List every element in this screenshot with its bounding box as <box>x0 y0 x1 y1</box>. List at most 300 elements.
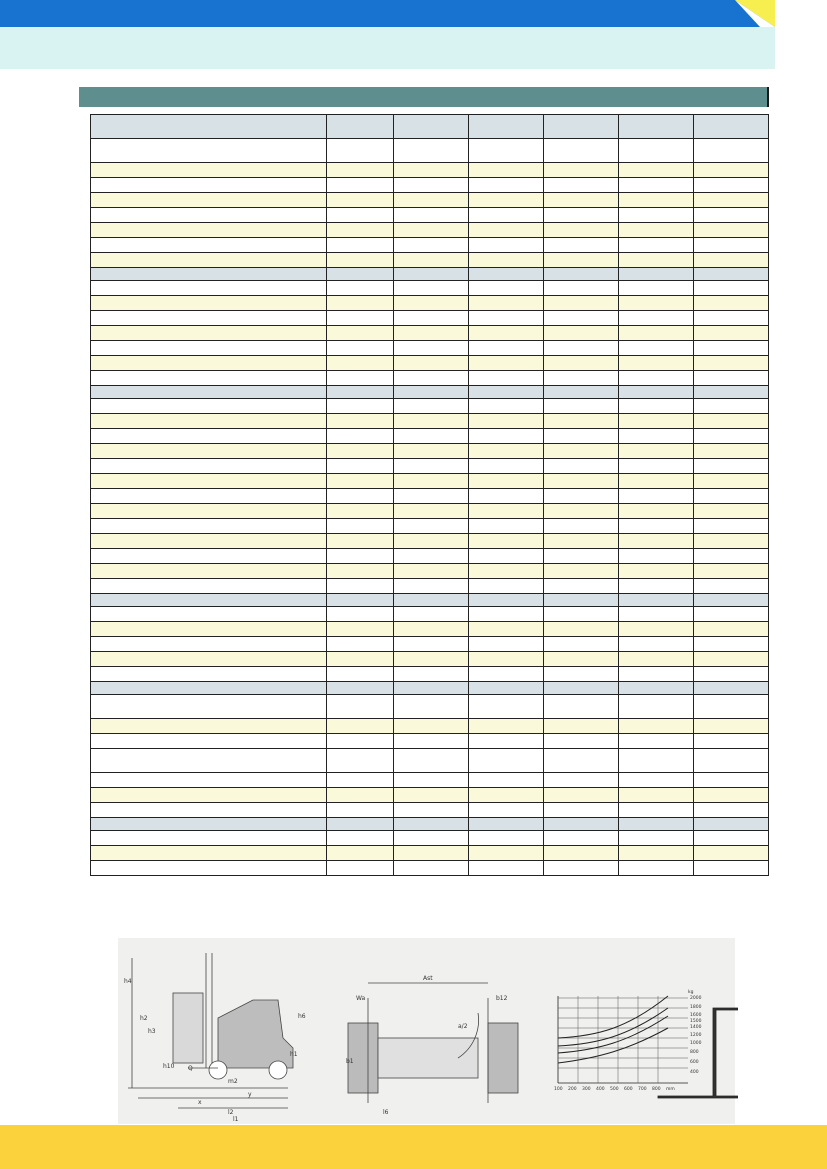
value-cell <box>619 281 694 296</box>
row-label-cell <box>91 474 327 489</box>
value-cell <box>544 667 619 682</box>
value-cell <box>469 115 544 139</box>
svg-text:l1: l1 <box>233 1116 239 1123</box>
row-label-cell <box>91 622 327 637</box>
value-cell <box>619 371 694 386</box>
table-row <box>91 549 769 564</box>
value-cell <box>394 459 469 474</box>
value-cell <box>694 326 769 341</box>
value-cell <box>327 534 394 549</box>
table-row <box>91 208 769 223</box>
value-cell <box>327 414 394 429</box>
value-cell <box>327 459 394 474</box>
table-group-row <box>91 594 769 607</box>
spec-table-body <box>91 115 769 876</box>
table-row <box>91 163 769 178</box>
row-label-cell <box>91 682 327 695</box>
value-cell <box>327 208 394 223</box>
value-cell <box>619 208 694 223</box>
value-cell <box>694 846 769 861</box>
row-label-cell <box>91 178 327 193</box>
value-cell <box>327 115 394 139</box>
value-cell <box>619 831 694 846</box>
value-cell <box>619 253 694 268</box>
value-cell <box>694 296 769 311</box>
value-cell <box>544 193 619 208</box>
svg-text:x: x <box>198 1099 202 1106</box>
row-label-cell <box>91 504 327 519</box>
row-label-cell <box>91 268 327 281</box>
value-cell <box>394 356 469 371</box>
value-cell <box>544 861 619 876</box>
value-cell <box>327 326 394 341</box>
row-label-cell <box>91 223 327 238</box>
table-header-row <box>91 115 769 139</box>
table-row <box>91 399 769 414</box>
row-label-cell <box>91 429 327 444</box>
value-cell <box>394 579 469 594</box>
value-cell <box>327 399 394 414</box>
value-cell <box>544 549 619 564</box>
table-row <box>91 414 769 429</box>
table-row <box>91 861 769 876</box>
value-cell <box>544 163 619 178</box>
value-cell <box>544 115 619 139</box>
value-cell <box>469 534 544 549</box>
row-label-cell <box>91 803 327 818</box>
value-cell <box>327 549 394 564</box>
load-chart-x-tick: 200 <box>568 1087 577 1092</box>
value-cell <box>694 444 769 459</box>
value-cell <box>619 607 694 622</box>
table-row <box>91 429 769 444</box>
value-cell <box>694 622 769 637</box>
load-chart-y-tick: 600 <box>690 1060 699 1065</box>
table-row <box>91 371 769 386</box>
table-row <box>91 238 769 253</box>
row-label-cell <box>91 253 327 268</box>
table-row <box>91 444 769 459</box>
svg-text:h3: h3 <box>148 1028 156 1035</box>
value-cell <box>619 178 694 193</box>
table-row <box>91 519 769 534</box>
value-cell <box>544 519 619 534</box>
value-cell <box>544 311 619 326</box>
row-label-cell <box>91 459 327 474</box>
row-label-cell <box>91 861 327 876</box>
value-cell <box>619 356 694 371</box>
value-cell <box>469 818 544 831</box>
value-cell <box>619 193 694 208</box>
row-label-cell <box>91 667 327 682</box>
value-cell <box>394 371 469 386</box>
spec-table <box>90 114 769 876</box>
value-cell <box>469 749 544 773</box>
value-cell <box>694 115 769 139</box>
value-cell <box>327 682 394 695</box>
value-cell <box>544 444 619 459</box>
value-cell <box>394 326 469 341</box>
value-cell <box>394 311 469 326</box>
value-cell <box>394 788 469 803</box>
value-cell <box>469 281 544 296</box>
value-cell <box>544 429 619 444</box>
value-cell <box>394 519 469 534</box>
value-cell <box>544 622 619 637</box>
value-cell <box>694 223 769 238</box>
svg-text:h4: h4 <box>124 978 132 985</box>
value-cell <box>619 788 694 803</box>
table-row <box>91 788 769 803</box>
value-cell <box>394 549 469 564</box>
table-row <box>91 341 769 356</box>
value-cell <box>694 193 769 208</box>
value-cell <box>694 803 769 818</box>
value-cell <box>469 356 544 371</box>
value-cell <box>619 429 694 444</box>
value-cell <box>469 637 544 652</box>
svg-text:h1: h1 <box>290 1051 298 1058</box>
value-cell <box>469 208 544 223</box>
value-cell <box>694 549 769 564</box>
value-cell <box>619 749 694 773</box>
value-cell <box>619 223 694 238</box>
row-label-cell <box>91 296 327 311</box>
value-cell <box>544 474 619 489</box>
value-cell <box>619 386 694 399</box>
value-cell <box>544 296 619 311</box>
value-cell <box>544 459 619 474</box>
table-group-row <box>91 818 769 831</box>
table-group-row <box>91 268 769 281</box>
value-cell <box>619 652 694 667</box>
value-cell <box>694 637 769 652</box>
value-cell <box>394 861 469 876</box>
load-chart-y-tick: 1500 <box>690 1019 702 1024</box>
table-row <box>91 831 769 846</box>
value-cell <box>469 429 544 444</box>
value-cell <box>544 281 619 296</box>
table-row <box>91 564 769 579</box>
svg-text:Wa: Wa <box>356 995 366 1002</box>
value-cell <box>694 564 769 579</box>
value-cell <box>469 734 544 749</box>
row-label-cell <box>91 414 327 429</box>
load-chart-y-tick: 1600 <box>690 1013 702 1018</box>
value-cell <box>694 386 769 399</box>
value-cell <box>394 622 469 637</box>
value-cell <box>619 326 694 341</box>
svg-text:m2: m2 <box>228 1078 238 1085</box>
value-cell <box>469 564 544 579</box>
value-cell <box>694 667 769 682</box>
value-cell <box>394 504 469 519</box>
table-row <box>91 281 769 296</box>
value-cell <box>469 386 544 399</box>
value-cell <box>619 803 694 818</box>
value-cell <box>694 719 769 734</box>
value-cell <box>544 579 619 594</box>
value-cell <box>544 414 619 429</box>
value-cell <box>469 519 544 534</box>
value-cell <box>619 734 694 749</box>
table-row <box>91 773 769 788</box>
value-cell <box>469 695 544 719</box>
value-cell <box>694 652 769 667</box>
value-cell <box>394 399 469 414</box>
value-cell <box>544 749 619 773</box>
row-label-cell <box>91 695 327 719</box>
svg-text:b12: b12 <box>496 995 508 1002</box>
value-cell <box>619 695 694 719</box>
value-cell <box>394 564 469 579</box>
value-cell <box>327 178 394 193</box>
row-label-cell <box>91 564 327 579</box>
value-cell <box>469 504 544 519</box>
load-chart-y-tick: 1400 <box>690 1025 702 1030</box>
load-capacity-chart <box>538 938 738 1124</box>
value-cell <box>619 238 694 253</box>
value-cell <box>544 139 619 163</box>
value-cell <box>694 253 769 268</box>
value-cell <box>544 594 619 607</box>
value-cell <box>619 682 694 695</box>
row-label-cell <box>91 519 327 534</box>
value-cell <box>544 238 619 253</box>
value-cell <box>694 139 769 163</box>
value-cell <box>619 579 694 594</box>
value-cell <box>394 139 469 163</box>
row-label-cell <box>91 371 327 386</box>
load-chart-x-tick: 800 <box>652 1087 661 1092</box>
svg-text:b1: b1 <box>346 1058 354 1065</box>
svg-text:h2: h2 <box>140 1015 148 1022</box>
value-cell <box>394 773 469 788</box>
table-row <box>91 534 769 549</box>
value-cell <box>544 208 619 223</box>
value-cell <box>327 444 394 459</box>
value-cell <box>544 386 619 399</box>
table-row <box>91 803 769 818</box>
value-cell <box>394 594 469 607</box>
value-cell <box>694 238 769 253</box>
load-chart-x-tick: 600 <box>624 1087 633 1092</box>
value-cell <box>394 163 469 178</box>
value-cell <box>327 622 394 637</box>
value-cell <box>619 414 694 429</box>
value-cell <box>544 534 619 549</box>
value-cell <box>694 371 769 386</box>
value-cell <box>544 564 619 579</box>
value-cell <box>327 489 394 504</box>
value-cell <box>619 399 694 414</box>
value-cell <box>327 861 394 876</box>
load-chart-x-tick: 400 <box>596 1087 605 1092</box>
table-row <box>91 223 769 238</box>
value-cell <box>394 296 469 311</box>
svg-text:h10: h10 <box>163 1063 175 1070</box>
table-row <box>91 607 769 622</box>
value-cell <box>394 534 469 549</box>
value-cell <box>469 803 544 818</box>
svg-text:a/2: a/2 <box>458 1023 468 1030</box>
value-cell <box>469 719 544 734</box>
value-cell <box>327 504 394 519</box>
table-row <box>91 474 769 489</box>
value-cell <box>544 607 619 622</box>
value-cell <box>544 268 619 281</box>
value-cell <box>327 223 394 238</box>
row-label-cell <box>91 139 327 163</box>
value-cell <box>694 504 769 519</box>
value-cell <box>694 489 769 504</box>
value-cell <box>469 489 544 504</box>
value-cell <box>469 223 544 238</box>
value-cell <box>394 489 469 504</box>
value-cell <box>327 356 394 371</box>
value-cell <box>469 831 544 846</box>
value-cell <box>619 861 694 876</box>
value-cell <box>327 607 394 622</box>
value-cell <box>544 846 619 861</box>
value-cell <box>394 253 469 268</box>
value-cell <box>619 341 694 356</box>
value-cell <box>327 253 394 268</box>
value-cell <box>619 719 694 734</box>
value-cell <box>544 773 619 788</box>
value-cell <box>394 803 469 818</box>
row-label-cell <box>91 607 327 622</box>
value-cell <box>694 281 769 296</box>
value-cell <box>694 861 769 876</box>
value-cell <box>619 846 694 861</box>
value-cell <box>327 341 394 356</box>
value-cell <box>619 444 694 459</box>
value-cell <box>694 607 769 622</box>
value-cell <box>694 519 769 534</box>
value-cell <box>544 326 619 341</box>
value-cell <box>694 268 769 281</box>
value-cell <box>544 356 619 371</box>
value-cell <box>394 607 469 622</box>
value-cell <box>469 371 544 386</box>
load-chart-y-tick: 2000 <box>690 996 702 1001</box>
value-cell <box>619 549 694 564</box>
load-chart-y-tick: 800 <box>690 1050 699 1055</box>
table-row <box>91 652 769 667</box>
footer-bar <box>0 1125 827 1169</box>
table-row <box>91 622 769 637</box>
value-cell <box>394 474 469 489</box>
value-cell <box>544 371 619 386</box>
value-cell <box>619 474 694 489</box>
value-cell <box>544 803 619 818</box>
value-cell <box>327 719 394 734</box>
load-chart-x-tick: 700 <box>638 1087 647 1092</box>
value-cell <box>469 326 544 341</box>
svg-text:l2: l2 <box>228 1109 234 1116</box>
value-cell <box>619 594 694 607</box>
table-row <box>91 489 769 504</box>
row-label-cell <box>91 386 327 399</box>
value-cell <box>619 139 694 163</box>
value-cell <box>469 193 544 208</box>
table-row <box>91 356 769 371</box>
value-cell <box>327 564 394 579</box>
value-cell <box>469 622 544 637</box>
value-cell <box>619 163 694 178</box>
value-cell <box>694 788 769 803</box>
value-cell <box>619 459 694 474</box>
value-cell <box>694 163 769 178</box>
row-label-cell <box>91 163 327 178</box>
value-cell <box>694 399 769 414</box>
value-cell <box>694 734 769 749</box>
table-row <box>91 178 769 193</box>
value-cell <box>619 534 694 549</box>
row-label-cell <box>91 637 327 652</box>
value-cell <box>394 749 469 773</box>
value-cell <box>327 429 394 444</box>
row-label-cell <box>91 311 327 326</box>
value-cell <box>619 519 694 534</box>
value-cell <box>694 818 769 831</box>
value-cell <box>694 682 769 695</box>
section-title-bar <box>79 87 769 107</box>
value-cell <box>694 773 769 788</box>
diagrams-panel <box>118 938 735 1124</box>
value-cell <box>544 719 619 734</box>
value-cell <box>394 238 469 253</box>
value-cell <box>619 489 694 504</box>
value-cell <box>327 268 394 281</box>
value-cell <box>544 695 619 719</box>
value-cell <box>394 281 469 296</box>
value-cell <box>544 489 619 504</box>
value-cell <box>394 637 469 652</box>
value-cell <box>327 519 394 534</box>
value-cell <box>694 474 769 489</box>
value-cell <box>327 773 394 788</box>
value-cell <box>327 846 394 861</box>
value-cell <box>394 818 469 831</box>
table-row <box>91 719 769 734</box>
table-row <box>91 504 769 519</box>
value-cell <box>619 504 694 519</box>
value-cell <box>394 193 469 208</box>
value-cell <box>544 637 619 652</box>
value-cell <box>327 667 394 682</box>
row-label-cell <box>91 749 327 773</box>
page-corner-fold <box>735 0 775 27</box>
row-label-cell <box>91 549 327 564</box>
value-cell <box>469 296 544 311</box>
value-cell <box>469 474 544 489</box>
load-chart-y-tick: 1800 <box>690 1005 702 1010</box>
value-cell <box>694 459 769 474</box>
load-chart-x-tick: 500 <box>610 1087 619 1092</box>
value-cell <box>619 268 694 281</box>
value-cell <box>544 399 619 414</box>
table-row <box>91 695 769 719</box>
value-cell <box>694 178 769 193</box>
value-cell <box>394 341 469 356</box>
row-label-cell <box>91 341 327 356</box>
value-cell <box>694 341 769 356</box>
load-chart-x-unit: mm <box>666 1087 675 1092</box>
value-cell <box>394 734 469 749</box>
value-cell <box>327 749 394 773</box>
